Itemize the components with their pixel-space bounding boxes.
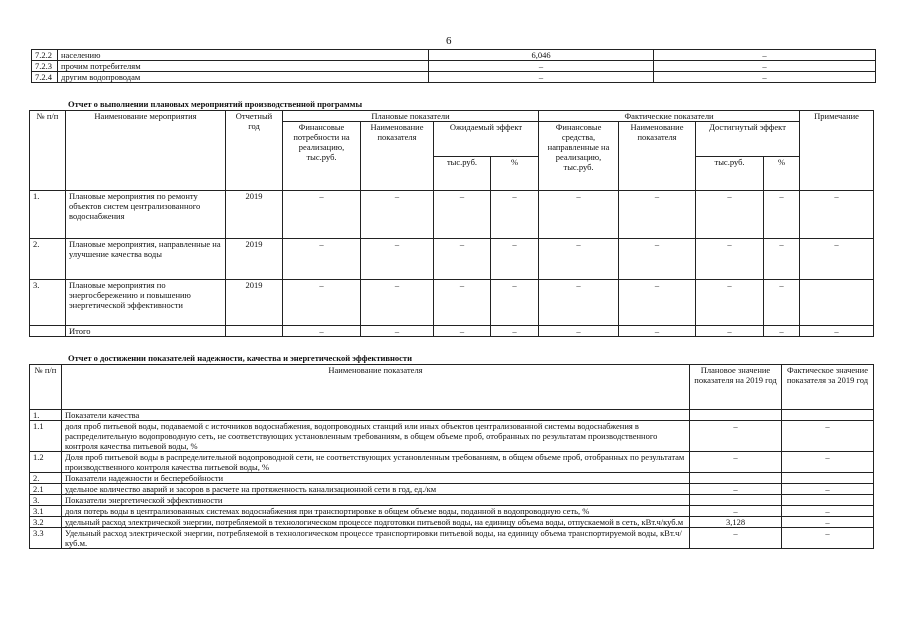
col-year: Отчетный год: [226, 111, 283, 191]
col-planned-value: Плановое значение показателя на 2019 год: [690, 365, 782, 410]
row-value: –: [429, 61, 654, 72]
col-event-name: Наименование мероприятия: [66, 111, 226, 191]
col-expected-pct: %: [491, 156, 539, 191]
report-year: 2019: [226, 191, 283, 239]
program-report-table: [29, 110, 874, 337]
value-cell: –: [539, 280, 619, 326]
row-label: населению: [58, 50, 429, 61]
value-cell: –: [361, 239, 434, 280]
value-cell: –: [434, 239, 491, 280]
total-label: Итого: [66, 326, 226, 337]
supply-row: [32, 50, 876, 61]
indicator-name: удельное количество аварий и засоров в расчете на протяженность канализационной сети в год, ед./км: [62, 484, 690, 495]
col-actual: Фактические показатели: [539, 111, 800, 122]
indicator-name: доля проб питьевой воды, подаваемой с источников водоснабжения, водопроводных станций или иных объектов централизованной системы водоснабжения в распределительную водопроводную сеть, не соответствующих установленным требованиям, в общем объеме проб, отобранных по результатам производственного контроля качества питьевой воды, %: [62, 421, 690, 452]
value-cell: –: [539, 326, 619, 337]
planned-value: [690, 495, 782, 506]
value-cell: –: [764, 239, 800, 280]
supply-table: [31, 49, 876, 83]
col-indicator-name-actual: Наименование показателя: [619, 122, 696, 191]
value-cell: –: [283, 280, 361, 326]
planned-value: –: [690, 421, 782, 452]
col-achieved-rub: тыс.руб.: [696, 156, 764, 191]
value-cell: –: [696, 326, 764, 337]
row-number: 7.2.2: [32, 50, 58, 61]
planned-value: –: [690, 506, 782, 517]
planned-value: –: [690, 528, 782, 549]
program-row: [30, 239, 874, 280]
row-number: 3.: [30, 280, 66, 326]
page-number: 6: [446, 35, 452, 47]
value-cell: –: [619, 326, 696, 337]
value-cell: –: [800, 326, 874, 337]
planned-value: [690, 473, 782, 484]
col-num: № п/п: [30, 111, 66, 191]
value-cell: –: [434, 191, 491, 239]
indicator-row: [30, 484, 874, 495]
program-row: [30, 280, 874, 326]
actual-value: –: [782, 421, 874, 452]
planned-value: [690, 410, 782, 421]
indicator-name: Доля проб питьевой воды в распределительной водопроводной сети, не соответствующих установленным требованиям, в общем объеме проб, отобранных по результатам производственного контроля качества питьевой воды, %: [62, 452, 690, 473]
program-report-title: Отчет о выполнении плановых мероприятий производственной программы: [68, 99, 363, 109]
event-name: Плановые мероприятия, направленные на улучшение качества воды: [66, 239, 226, 280]
actual-value: [782, 410, 874, 421]
indicator-name: доля потерь воды в централизованных системах водоснабжения при транспортировке в общем объеме воды, поданной в водопроводную сеть, %: [62, 506, 690, 517]
section-row: [30, 410, 874, 421]
value-cell: –: [361, 280, 434, 326]
indicator-row: [30, 421, 874, 452]
indicator-row: [30, 452, 874, 473]
indicator-name: Удельный расход электрической энергии, потребляемой в технологическом процессе транспортировки питьевой воды, на единицу объема транспортируемой воды, кВт.ч/куб.м.: [62, 528, 690, 549]
row-label: другим водопроводам: [58, 72, 429, 83]
value-cell: –: [361, 191, 434, 239]
value-cell: [800, 280, 874, 326]
row-value: –: [654, 50, 876, 61]
row-number: 3.1: [30, 506, 62, 517]
actual-value: –: [782, 528, 874, 549]
value-cell: –: [434, 326, 491, 337]
row-number: 7.2.4: [32, 72, 58, 83]
indicator-name: удельный расход электрической энергии, потребляемой в технологическом процессе подготовки питьевой воды, на единицу объема воды, отпускаемой в сеть, кВт.ч/куб.м: [62, 517, 690, 528]
value-cell: –: [283, 239, 361, 280]
col-fin-means: Финансовые средства, направленные на реализацию, тыс.руб.: [539, 122, 619, 191]
col-fin-need: Финансовые потребности на реализацию, тыс.руб.: [283, 122, 361, 191]
indicator-row: [30, 517, 874, 528]
row-number: 2.: [30, 473, 62, 484]
actual-value: –: [782, 506, 874, 517]
value-cell: –: [491, 280, 539, 326]
value-cell: –: [764, 191, 800, 239]
col-expected-effect: Ожидаемый эффект: [434, 122, 539, 157]
actual-value: –: [782, 517, 874, 528]
section-row: [30, 495, 874, 506]
col-indicator-name-planned: Наименование показателя: [361, 122, 434, 191]
reliability-report-title: Отчет о достижении показателей надежности, качества и энергетической эффективности: [68, 353, 412, 363]
value-cell: –: [619, 239, 696, 280]
value-cell: –: [539, 191, 619, 239]
col-expected-rub: тыс.руб.: [434, 156, 491, 191]
section-row: [30, 473, 874, 484]
row-number: 3.2: [30, 517, 62, 528]
value-cell: –: [764, 280, 800, 326]
supply-row: [32, 61, 876, 72]
row-value: –: [429, 72, 654, 83]
value-cell: –: [539, 239, 619, 280]
value-cell: –: [283, 191, 361, 239]
row-number: 2.: [30, 239, 66, 280]
indicator-row: [30, 528, 874, 549]
actual-value: [782, 495, 874, 506]
value-cell: –: [619, 280, 696, 326]
value-cell: –: [696, 239, 764, 280]
planned-value: –: [690, 452, 782, 473]
col-note: Примечание: [800, 111, 874, 191]
row-number: 1.: [30, 410, 62, 421]
report-year: 2019: [226, 239, 283, 280]
value-cell: –: [619, 191, 696, 239]
value-cell: –: [361, 326, 434, 337]
event-name: Плановые мероприятия по энергосбережению и повышению энергетической эффективности: [66, 280, 226, 326]
row-number: 2.1: [30, 484, 62, 495]
indicator-name: Показатели энергетической эффективности: [62, 495, 690, 506]
value-cell: –: [800, 191, 874, 239]
row-number: 7.2.3: [32, 61, 58, 72]
value-cell: –: [491, 326, 539, 337]
value-cell: –: [696, 191, 764, 239]
row-number: [30, 326, 66, 337]
value-cell: –: [800, 239, 874, 280]
program-row: [30, 191, 874, 239]
supply-row: [32, 72, 876, 83]
value-cell: –: [434, 280, 491, 326]
value-cell: –: [764, 326, 800, 337]
col-planned: Плановые показатели: [283, 111, 539, 122]
col-achieved-pct: %: [764, 156, 800, 191]
indicator-name: Показатели надежности и бесперебойности: [62, 473, 690, 484]
planned-value: –: [690, 484, 782, 495]
row-number: 1.2: [30, 452, 62, 473]
event-name: Плановые мероприятия по ремонту объектов систем централизованного водоснабжения: [66, 191, 226, 239]
row-number: 1.1: [30, 421, 62, 452]
row-label: прочим потребителям: [58, 61, 429, 72]
col-indicator-name: Наименование показателя: [62, 365, 690, 410]
indicator-row: [30, 506, 874, 517]
actual-value: –: [782, 452, 874, 473]
planned-value: 3,128: [690, 517, 782, 528]
total-row: [30, 326, 874, 337]
report-year: 2019: [226, 280, 283, 326]
indicator-name: Показатели качества: [62, 410, 690, 421]
reliability-report-table: [29, 364, 874, 549]
actual-value: [782, 473, 874, 484]
row-number: 1.: [30, 191, 66, 239]
value-cell: –: [491, 239, 539, 280]
row-number: 3.3: [30, 528, 62, 549]
col-actual-value: Фактическое значение показателя за 2019 год: [782, 365, 874, 410]
row-value: –: [654, 72, 876, 83]
report-year: [226, 326, 283, 337]
value-cell: –: [491, 191, 539, 239]
row-value: 6,046: [429, 50, 654, 61]
row-number: 3.: [30, 495, 62, 506]
col-num: № п/п: [30, 365, 62, 410]
row-value: –: [654, 61, 876, 72]
value-cell: –: [696, 280, 764, 326]
col-achieved-effect: Достигнутый эффект: [696, 122, 800, 157]
actual-value: –: [782, 484, 874, 495]
value-cell: –: [283, 326, 361, 337]
